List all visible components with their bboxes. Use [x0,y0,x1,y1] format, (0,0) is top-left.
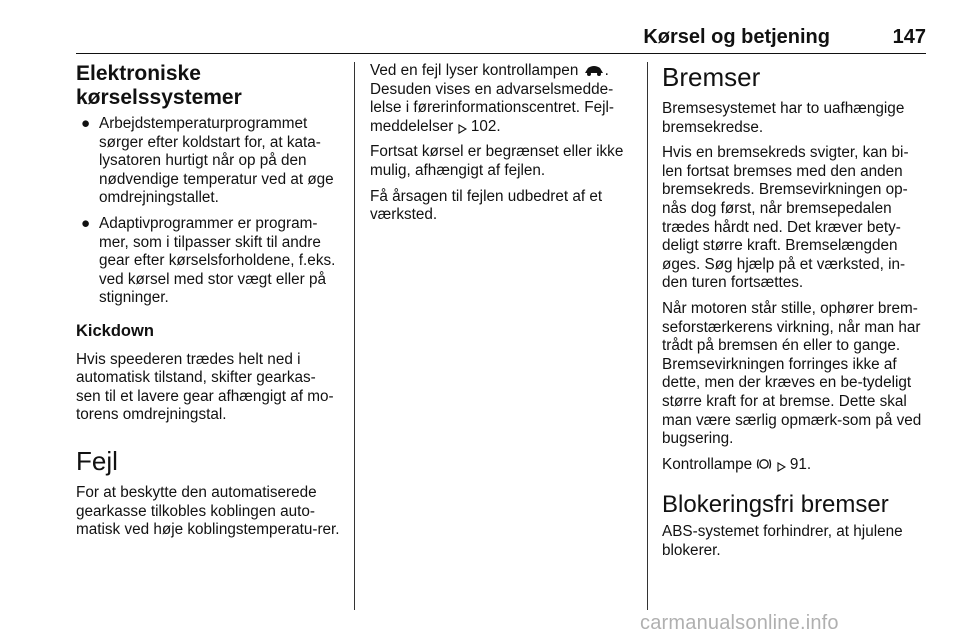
page-reference-icon [458,122,467,131]
page-reference-icon [777,460,786,469]
column-middle [370,62,638,232]
bullet-icon: ● [81,214,91,232]
gearbox-warning-icon [583,63,605,75]
paragraph: Når motoren står stille, ophører brem-seforstærkerens virkning, når man har trådt på bremsen én eller to gange. Bremsevirkningen forringes ikke af dette, men der kræves en be-tydeligt større kraft for at bremse. Dette skal man være særlig opmærk-som på ved bugsering. [662,299,922,448]
paragraph: Kontrollampe 91. [662,455,812,473]
paragraph: Hvis speederen trædes helt ned i automatisk tilstand, skifter gearkas-sen til et lavere gear afhængigt af mo-torens omdrejningstal. [76,350,334,424]
column-divider [354,62,355,610]
section-heading: Fejl [76,445,118,476]
column-right [662,62,926,567]
bullet-icon: ● [81,115,91,132]
subsection-heading: Kickdown [76,321,154,340]
section-heading: Elektroniske kørselssystemer [76,62,242,109]
paragraph: Ved en fejl lyser kontrollampen . Desuden vises en advarselsmedde-lelse i førerinformationscentret. Fejl-meddelelser 102. [370,62,614,135]
bullet-list [76,115,340,308]
column-left [76,62,340,547]
paragraph: Hvis en bremsekreds svigter, kan bi-len fortsat bremses med den anden bremsekreds. Bremsevirkningen op-nås dog først, når bremsepedalen trædes hårdt ned. Det kræver bety-deligt større kraft. Bremselængden øges. Søg hjælp på et værksted, in-den turen fortsættes. [662,144,909,292]
paragraph: ABS-systemet forhindrer, at hjulene blokerer. [662,523,903,559]
column-divider [647,62,648,610]
paragraph: Fortsat kørsel er begrænset eller ikke mulig, afhængigt af fejlen. [370,143,624,179]
paragraph: For at beskytte den automatiserede gearkasse tilkobles koblingen auto-matisk ved høje koblingstemperatu-rer. [76,483,340,539]
list-item: ● Arbejdstemperaturprogrammet sørger efter koldstart for, at kata-lysatoren hurtigt når op på den nødvendige temperatur ved at øge omdrejningstallet. [81,115,334,207]
section-heading: Blokeringsfri bremser [662,491,889,519]
section-heading: Bremser [662,62,761,92]
list-item: ● Adaptivprogrammer er program-mer, som i tilpasser skift til andre gear efter kørselsforholdene, f.eks. ved kørsel med stor vægt eller på stigninger. [81,214,336,307]
page-number: 147 [892,26,926,48]
paragraph: Bremsesystemet har to uafhængige bremsekredse. [662,100,905,136]
running-title: Kørsel og betjening [643,26,830,48]
brake-warning-icon [756,457,772,471]
header-divider [76,53,926,54]
page-header [76,26,926,50]
watermark: carmanualsonline.info [640,612,839,634]
paragraph: Få årsagen til fejlen udbedret af et værksted. [370,187,603,224]
